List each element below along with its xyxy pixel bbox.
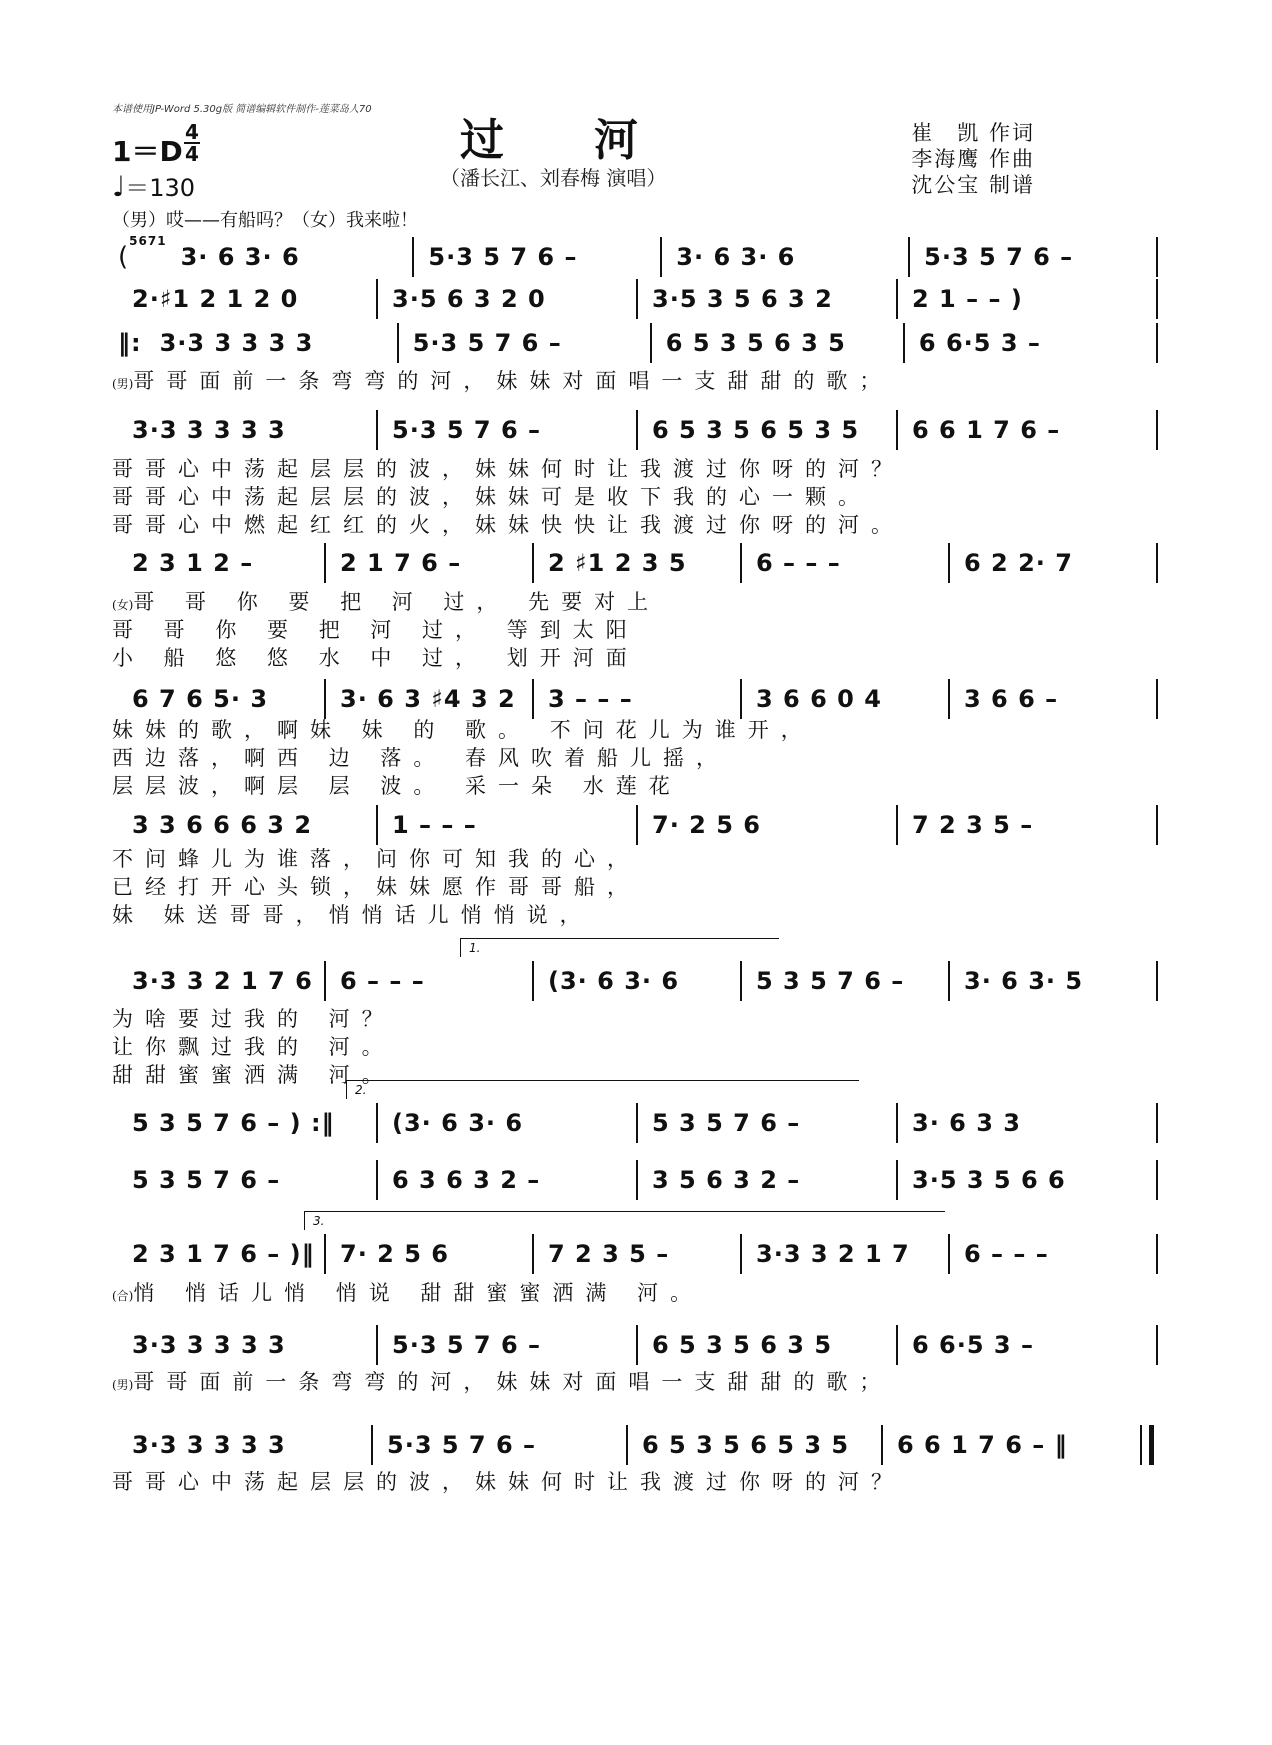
lyric-text: 已经打开心头锁，妹妹愿作哥哥船， [112, 875, 640, 899]
measure: 6 5 3 5 6 5 3 5 [642, 1431, 850, 1459]
lyric-text: 妹 妹送哥哥，悄悄话儿悄悄说， [112, 903, 593, 927]
measure: 6 6 1 7 6 – [912, 416, 1061, 444]
measure: 6 6·5 3 – [912, 1331, 1034, 1359]
notation-system [118, 1428, 1158, 1462]
measure: 3· 6 3 3 [912, 1109, 1021, 1137]
measure: 3·3 3 3 3 3 [132, 1331, 286, 1359]
barline [1156, 1234, 1158, 1274]
measure: 2 1 – – ) [912, 285, 1023, 313]
lyric-line [112, 742, 1152, 772]
measure: 6 5 3 5 6 3 5 [665, 329, 846, 357]
measure: 5 3 5 7 6 – [132, 1166, 281, 1194]
notation-system [118, 1163, 1158, 1197]
measure: 6 7 6 5· 3 [132, 685, 269, 713]
barline [1156, 237, 1158, 277]
barline [1156, 679, 1158, 719]
key-label: 1＝D [112, 135, 183, 168]
measure: 5·3 5 7 6 – [392, 416, 542, 444]
measure: 7· 2 5 6 [340, 1240, 449, 1268]
lyric-text: 哥 哥 你 要 把 河 过， 等到太阳 [112, 618, 639, 642]
barline [1156, 279, 1158, 319]
barline [1156, 1325, 1158, 1365]
measure: 7 2 3 5 – [548, 1240, 670, 1268]
role-marker: (女) [112, 598, 134, 612]
measure: 6 3 6 3 2 – [392, 1166, 541, 1194]
lyric-line [112, 714, 1152, 744]
key-signature [112, 130, 183, 170]
notation-system [118, 1237, 1158, 1271]
notation-system [118, 234, 1158, 274]
barline [1140, 1425, 1154, 1465]
lyric-line [112, 509, 1152, 539]
repeat-start: ‖: [118, 329, 142, 357]
volta-bracket [346, 1080, 859, 1099]
measure: 7 2 3 5 – [912, 811, 1034, 839]
lyric-line [112, 1003, 1152, 1033]
lyric-line [112, 614, 1152, 644]
lyric-text: 哥哥心中荡起层层的波，妹妹可是收下我的心一颗。 [112, 485, 871, 509]
measure: 6 5 3 5 6 5 3 5 [652, 416, 860, 444]
measure: 5·3 5 7 6 – [392, 1331, 542, 1359]
volta-number: 3. [313, 1214, 325, 1228]
credit-composer: 李海鹰 作曲 [911, 147, 1035, 171]
measure: 5·3 5 7 6 – [428, 243, 578, 271]
notation-system [118, 413, 1158, 447]
lyric-text: 让你飘过我的 河。 [112, 1035, 395, 1059]
lyric-text: 西边落，啊西 边 落。 春风吹着船儿摇， [112, 746, 730, 770]
measure: 6 2 2· 7 [964, 549, 1073, 577]
measure: 2 1 7 6 – [340, 549, 462, 577]
notation-system [118, 1328, 1158, 1362]
measure: 6 – – – [756, 549, 841, 577]
lyric-text: 哥哥心中荡起层层的波，妹妹何时让我渡过你呀的河？ [112, 457, 904, 481]
lyric-line [112, 365, 1152, 395]
lyric-line [112, 481, 1152, 511]
measure: 3· 6 3 ♯4 3 2 [340, 685, 516, 713]
measure: 3 5 6 3 2 – [652, 1166, 801, 1194]
measure: 5·3 5 7 6 – [412, 329, 562, 357]
notation-system [118, 326, 1158, 360]
measure: 2 3 1 2 – [132, 549, 254, 577]
barline [1156, 1103, 1158, 1143]
measure: 3 3 6 6 6 3 2 [132, 811, 313, 839]
lyric-line [112, 1277, 1152, 1307]
time-signature [184, 122, 200, 164]
intro-text: （男）哎——有船吗？（女）我来啦！ [112, 210, 418, 231]
lyric-text: 哥哥心中荡起层层的波，妹妹何时让我渡过你呀的河？ [112, 1470, 904, 1494]
lyric-line [112, 871, 1152, 901]
lyric-text: 妹妹的歌，啊妹 妹 的 歌。 不问花儿为谁开， [112, 718, 814, 742]
measure: 5 3 5 7 6 – [756, 967, 905, 995]
measure: 2 3 1 7 6 – )‖ [132, 1240, 315, 1268]
measure: 6 – – – [340, 967, 425, 995]
song-title: 过河 [460, 115, 728, 166]
lyric-line [112, 586, 1152, 616]
tempo-value: ＝130 [125, 174, 196, 202]
barline [1156, 323, 1158, 363]
lyric-text: 悄 悄话儿悄 悄说 甜甜蜜蜜洒满 河。 [133, 1281, 704, 1305]
measure: 5 3 5 7 6 – [652, 1109, 801, 1137]
role-marker: (合) [112, 1289, 134, 1303]
volta-bracket [304, 1211, 945, 1230]
measure: 3 6 6 – [964, 685, 1059, 713]
lyric-line [112, 1466, 1152, 1496]
lyric-line [112, 843, 1152, 873]
notation-system [118, 808, 1158, 842]
notation-system [118, 964, 1158, 998]
measure: 2·♯1 2 1 2 0 [132, 285, 299, 313]
lyric-line [112, 642, 1152, 672]
notation-system [118, 282, 1158, 316]
measure: 3·3 3 2 1 7 6 [132, 967, 313, 995]
lyric-text: 层层波，啊层 层 波。 采一朵 水莲花 [112, 774, 682, 798]
lyric-text: 哥哥面前一条弯弯的河，妹妹对面唱一支甜甜的歌； [133, 1370, 893, 1394]
lyric-text: 为啥要过我的 河？ [112, 1007, 395, 1031]
measure: (3· 6 3· 6 [392, 1109, 524, 1137]
measure: 5·3 5 7 6 – [387, 1431, 537, 1459]
software-note: 本谱使用JP-Word 5.30g版 简谱编辑软件制作-莲菜岛人70 [112, 104, 372, 115]
tempo-marking [112, 168, 195, 203]
measure: 3· 6 3· 6 [180, 243, 300, 271]
notation-system [118, 546, 1158, 580]
lyric-line [112, 770, 1152, 800]
barline [1156, 961, 1158, 1001]
measure: 3·3 3 3 3 3 [132, 1431, 286, 1459]
volta-bracket [460, 938, 779, 957]
measure: 5·3 5 7 6 – [924, 243, 1074, 271]
lyric-line [112, 1366, 1152, 1396]
notation-system [118, 682, 1158, 716]
time-signature-top: 4 [185, 120, 199, 144]
measure: 6 5 3 5 6 3 5 [652, 1331, 833, 1359]
lyric-line [112, 899, 1152, 929]
measure: 5 3 5 7 6 – ) :‖ [132, 1109, 335, 1137]
song-subtitle: （潘长江、刘春梅 演唱） [440, 166, 667, 190]
barline [1156, 410, 1158, 450]
barline [1156, 805, 1158, 845]
role-marker: (男) [112, 1378, 134, 1392]
measure: 3·5 3 5 6 3 2 [652, 285, 833, 313]
lyric-line [112, 1031, 1152, 1061]
measure: 3·3 3 3 3 3 [132, 416, 286, 444]
lyric-text: 小 船 悠 悠 水 中 过， 划开河面 [112, 646, 639, 670]
measure: 6 – – – [964, 1240, 1049, 1268]
measure: 3·3 3 3 3 3 [159, 329, 314, 357]
credit-lyricist: 崔 凯 作词 [911, 121, 1035, 145]
lyric-line [112, 453, 1152, 483]
open-bracket: ( [118, 242, 130, 272]
lyric-text: 哥哥心中燃起红红的火，妹妹快快让我渡过你呀的河。 [112, 513, 904, 537]
credits [880, 120, 1035, 198]
measure: 3·5 3 5 6 6 [912, 1166, 1066, 1194]
measure: 1 – – – [392, 811, 477, 839]
lyric-text: 不问蜂儿为谁落，问你可知我的心， [112, 847, 640, 871]
measure: 3·3 3 2 1 7 [756, 1240, 910, 1268]
lyric-text: 哥 哥 你 要 把 河 过， 先要对上 [133, 590, 661, 614]
measure: 3· 6 3· 5 [964, 967, 1084, 995]
credit-arranger: 沈公宝 制谱 [911, 173, 1035, 197]
measure: 3·5 6 3 2 0 [392, 285, 546, 313]
lyric-text: 哥哥面前一条弯弯的河，妹妹对面唱一支甜甜的歌； [133, 369, 893, 393]
time-signature-bottom: 4 [185, 142, 199, 166]
measure: (3· 6 3· 6 [548, 967, 680, 995]
barline [1156, 543, 1158, 583]
measure: 3 – – – [548, 685, 633, 713]
measure: 7· 2 5 6 [652, 811, 761, 839]
role-marker: (男) [112, 377, 134, 391]
quarter-note-icon: ♩ [112, 170, 126, 203]
barline [1156, 1160, 1158, 1200]
volta-number: 2. [355, 1083, 367, 1097]
volta-number: 1. [469, 941, 481, 955]
measure: 3 6 6 0 4 [756, 685, 882, 713]
lyric-text: 甜甜蜜蜜洒满 河。 [112, 1063, 395, 1087]
grace-notes: 5671 [129, 234, 167, 248]
measure: 6 6 1 7 6 – ‖ [897, 1431, 1068, 1459]
measure: 2 ♯1 2 3 5 [548, 549, 687, 577]
notation-system [118, 1106, 1158, 1140]
measure: 6 6·5 3 – [918, 329, 1041, 357]
measure: 3· 6 3· 6 [676, 243, 796, 271]
